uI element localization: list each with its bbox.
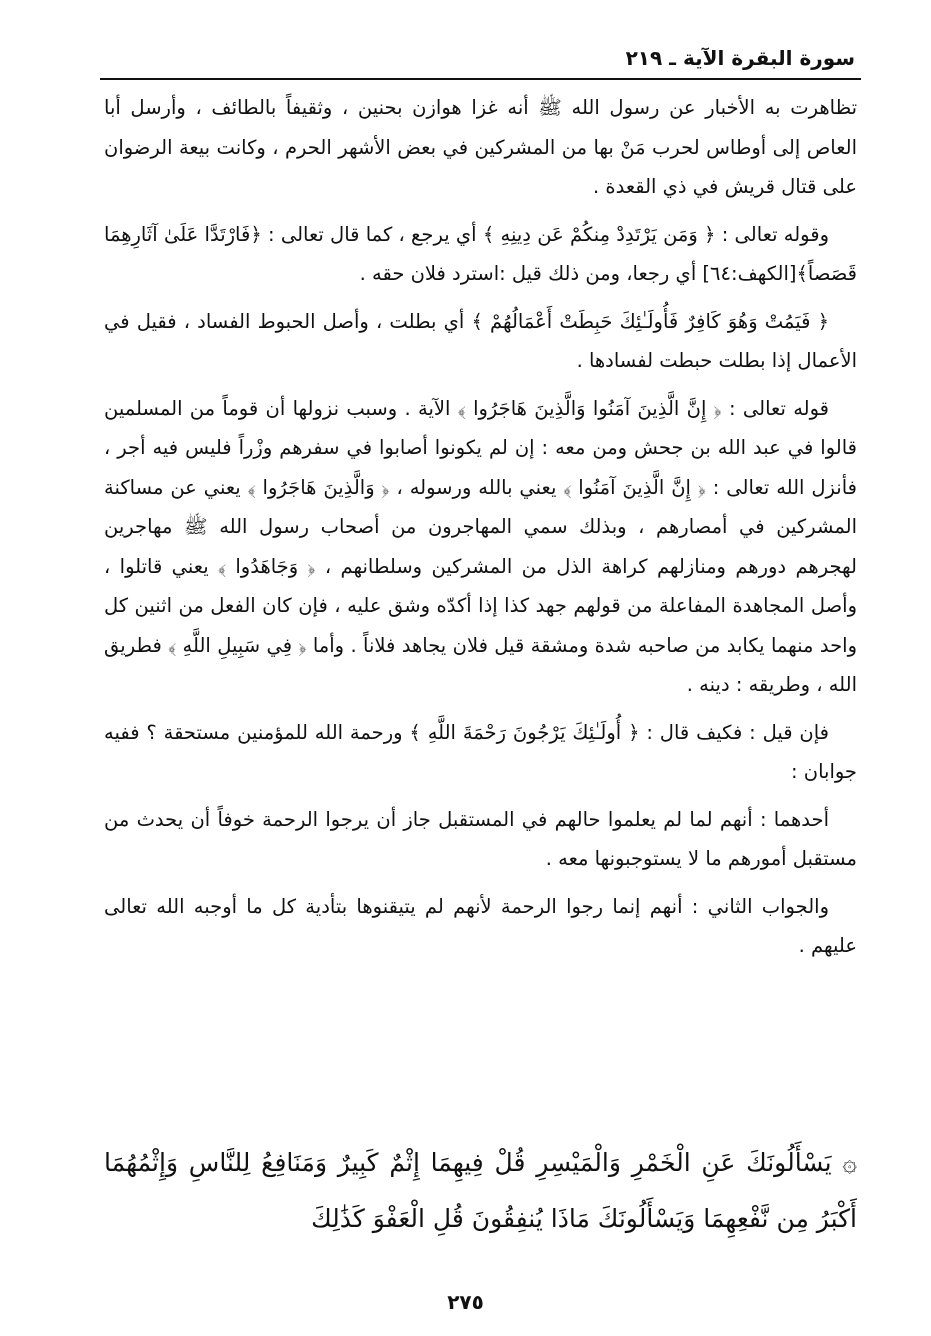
paragraph-1: تظاهرت به الأخبار عن رسول الله ﷺ أنه غزا هوازن بحنين ، وثقيفاً بالطائف ، وأرسل أبا العاص إلى أوطاس لحرب مَنْ بها من المشركين في بعض الأشهر الحرم ، وكانت بيعة الرضوان على قتال قريش في ذي القعدة . — [104, 96, 857, 198]
page-number: ٢٧٥ — [447, 1290, 484, 1314]
paragraph-4: قوله تعالى : ﴿ إِنَّ الَّذِينَ آمَنُوا وَالَّذِينَ هَاجَرُوا ﴾ الآية . وسبب نزولها أن قوماً من المسلمين قالوا في عبد الله بن جحش ومن معه : إن لم يكونوا أصابوا في سفرهم وزْراً فليس فيه أجر ، فأنزل الله تعالى : ﴿ إِنَّ الَّذِينَ آمَنُوا ﴾ يعني بالله ورسوله ، ﴿ وَالَّذِينَ هَاجَرُوا ﴾ يعني عن مساكنة المشركين في أمصارهم ، وبذلك سمي المهاجرون من أصحاب رسول الله ﷺ مهاجرين لهجرهم دورهم ومنازلهم كراهة الذل من المشركين وسلطانهم ، ﴿ وَجَاهَدُوا ﴾ يعني قاتلوا ، وأصل المجاهدة المفاعلة من قولهم جهد كذا إذا أكدّه وشق عليه ، فإن كان الفعل من اثنين كل واحد منهما يكابد من صاحبه شدة ومشقة قيل فلان يجاهد فلاناً . وأما ﴿ فِي سَبِيلِ اللَّهِ ﴾ فطريق الله ، وطريقه : دينه . — [104, 396, 857, 696]
paragraph-5: فإن قيل : فكيف قال : ﴿ أُولَـٰئِكَ يَرْجُونَ رَحْمَةَ اللَّهِ ﴾ ورحمة الله للمؤمنين مستحقة ؟ ففيه جوابان : — [104, 720, 857, 783]
paragraph-7: والجواب الثاني : أنهم إنما رجوا الرحمة لأنهم لم يتيقنوها بتأدية كل ما أوجبه الله تعالى عليهم . — [104, 894, 857, 957]
paragraph-2: وقوله تعالى : ﴿ وَمَن يَرْتَدِدْ مِنكُمْ عَن دِينِهِ ﴾ أي يرجع ، كما قال تعالى : ﴿فَارْتَدَّا عَلَىٰ آثَارِهِمَا قَصَصاً﴾[الكهف:٦٤] أي رجعا، ومن ذلك قيل :استرد فلان حقه . — [104, 222, 857, 285]
paragraph-6: أحدهما : أنهم لما لم يعلموا حالهم في المستقبل جاز أن يرجوا الرحمة خوفاً أن يحدث من مستقبل أمورهم ما لا يستوجبونها معه . — [104, 807, 857, 870]
quran-verse: ۞ يَسْأَلُونَكَ عَنِ الْخَمْرِ وَالْمَيْسِرِ قُلْ فِيهِمَا إِثْمٌ كَبِيرٌ وَمَنَافِعُ لِلنَّاسِ وَإِثْمُهُمَا أَكْبَرُ مِن نَّفْعِهِمَا وَيَسْأَلُونَكَ مَاذَا يُنفِقُونَ قُلِ الْعَفْوَ كَذَٰلِكَ — [104, 1148, 857, 1233]
running-header: سورة البقرة الآية ـ ٢١٩ — [100, 38, 861, 80]
paragraph-3: ﴿ فَيَمُتْ وَهُوَ كَافِرٌ فَأُولَـٰئِكَ حَبِطَتْ أَعْمَالُهُمْ ﴾ أي بطلت ، وأصل الحبوط الفساد ، فقيل في الأعمال إذا بطلت حبطت لفسادها . — [104, 309, 857, 372]
commentary-text — [104, 88, 857, 974]
